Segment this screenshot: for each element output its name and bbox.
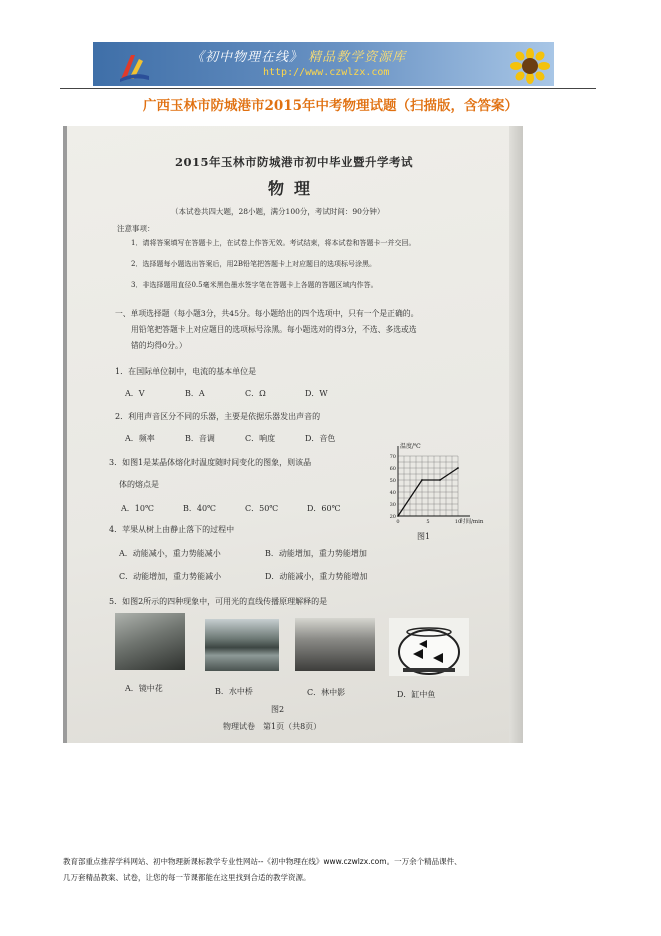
q2-option-b: B．音调 bbox=[185, 434, 215, 443]
chart-point bbox=[457, 467, 459, 469]
section-heading-line: 用铅笔把答题卡上对应题目的选项标号涂黑。每小题选对的得3分，不选、多选或选 bbox=[131, 325, 417, 334]
chart-y-tick-label: 40 bbox=[389, 490, 396, 496]
q2-option-c: C．响度 bbox=[245, 434, 276, 443]
figure-1-label: 图1 bbox=[417, 532, 431, 541]
exam-subject: 物理 bbox=[268, 179, 321, 198]
fish-bowl-icon bbox=[389, 618, 469, 676]
q3-option-c: C．50℃ bbox=[245, 504, 279, 513]
q1-option-b: B．A bbox=[185, 389, 205, 398]
q4-option-d: D．动能减小，重力势能增加 bbox=[265, 572, 368, 581]
mirror-flower-photo bbox=[115, 613, 185, 670]
note-item: 2．选择题每小题选出答案后，用2B铅笔把答题卡上对应题目的选项标号涂黑。 bbox=[131, 260, 377, 268]
q4-option-b: B．动能增加，重力势能增加 bbox=[265, 549, 367, 558]
chart-ylabel: 温度/℃ bbox=[400, 443, 421, 450]
exam-title: 2015年玉林市防城港市初中毕业暨升学考试 bbox=[175, 155, 414, 169]
melting-graph bbox=[376, 436, 496, 536]
exam-page-footer: 物理试卷 第1页（共8页） bbox=[223, 722, 322, 731]
exam-info: （本试卷共四大题，28小题，满分100分，考试时间：90分钟） bbox=[171, 207, 385, 216]
question-4-stem: 4．苹果从树上由静止落下的过程中 bbox=[109, 525, 235, 534]
photo-left-edge bbox=[63, 126, 67, 743]
section-heading-line: 错的均得0分。） bbox=[131, 341, 187, 350]
q1-option-a: A．V bbox=[125, 389, 145, 398]
q2-option-d: D．音色 bbox=[305, 434, 336, 443]
photo-right-edge bbox=[509, 126, 523, 743]
footer-line-2: 几万套精品教案、试卷，让您的每一节课都能在这里找到合适的教学资源。 bbox=[63, 873, 311, 882]
fish-tank-photo bbox=[389, 618, 469, 676]
chart-y-tick-label: 70 bbox=[389, 454, 396, 460]
q5-option-b: B．水中桥 bbox=[215, 687, 253, 696]
header-rule bbox=[60, 88, 596, 89]
q4-option-a: A．动能减小，重力势能减小 bbox=[119, 549, 221, 558]
q2-option-a: A．频率 bbox=[125, 434, 155, 443]
footer-line-1: 教育部重点推荐学科网站、初中物理新课标教学专业性网站--《初中物理在线》www.czwlzx.com。一万余个精品课件、 bbox=[63, 857, 462, 866]
q3-option-d: D．60℃ bbox=[307, 504, 341, 513]
banner-title-main: 《初中物理在线》 bbox=[191, 50, 304, 65]
question-2-stem: 2．利用声音区分不同的乐器，主要是依据乐器发出声音的 bbox=[115, 412, 321, 421]
question-5-stem: 5．如图2所示的四种现象中，可用光的直线传播原理解释的是 bbox=[109, 597, 328, 606]
chart-x-tick-label: 0 bbox=[396, 519, 400, 525]
note-item: 1．请将答案填写在答题卡上，在试卷上作答无效。考试结束，将本试卷和答题卡一并交回。 bbox=[131, 239, 416, 247]
banner-title bbox=[191, 46, 406, 65]
chart-point bbox=[421, 479, 423, 481]
chart-xlabel: 时间/min bbox=[460, 519, 484, 525]
question-1-stem: 1．在国际单位制中，电流的基本单位是 bbox=[115, 367, 257, 376]
banner-url[interactable]: http://www.czwlzx.com bbox=[263, 67, 390, 78]
q3-option-a: A．10℃ bbox=[121, 504, 154, 513]
chart-y-tick-label: 30 bbox=[389, 502, 396, 508]
sunflower-icon bbox=[510, 48, 550, 84]
q5-option-d: D．缸中鱼 bbox=[397, 690, 436, 699]
chart-y-tick-label: 60 bbox=[389, 466, 396, 472]
question-3-stem-cont: 体的熔点是 bbox=[119, 480, 159, 489]
notes-title: 注意事项： bbox=[117, 224, 155, 233]
chart-x-tick-label: 10 bbox=[454, 519, 462, 525]
bridge-reflection-photo bbox=[205, 619, 279, 671]
page-title: 广西玉林市防城港市2015年中考物理试题（扫描版，含答案） bbox=[142, 98, 519, 114]
q1-option-d: D．W bbox=[305, 389, 328, 398]
forest-shadow-photo bbox=[295, 618, 375, 671]
q5-option-a: A．镜中花 bbox=[125, 684, 163, 693]
q3-option-b: B．40℃ bbox=[183, 504, 217, 513]
banner-title-accent: 精品教学资源库 bbox=[308, 50, 407, 65]
scanned-exam-photo bbox=[63, 126, 523, 743]
question-3-stem: 3．如图1是某晶体熔化时温度随时间变化的图象，则该晶 bbox=[109, 458, 312, 467]
q5-option-c: C．林中影 bbox=[307, 688, 346, 697]
site-logo-icon bbox=[117, 49, 151, 83]
chart-y-tick-label: 20 bbox=[389, 514, 396, 520]
site-banner bbox=[93, 42, 554, 86]
melting-graph-svg bbox=[376, 436, 496, 536]
section-heading-line: 一、单项选择题（每小题3分，共45分。每小题给出的四个选项中，只有一个是正确的。 bbox=[115, 309, 419, 318]
q1-option-c: C．Ω bbox=[245, 389, 266, 398]
chart-point bbox=[397, 515, 399, 517]
figure-2-label: 图2 bbox=[271, 705, 285, 714]
chart-point bbox=[439, 479, 441, 481]
chart-y-tick-label: 50 bbox=[389, 478, 396, 484]
chart-x-tick-label: 5 bbox=[426, 519, 430, 525]
q4-option-c: C．动能增加，重力势能减小 bbox=[119, 572, 222, 581]
note-item: 3．非选择题用直径0.5毫米黑色墨水签字笔在答题卡上各题的答题区域内作答。 bbox=[131, 281, 378, 289]
